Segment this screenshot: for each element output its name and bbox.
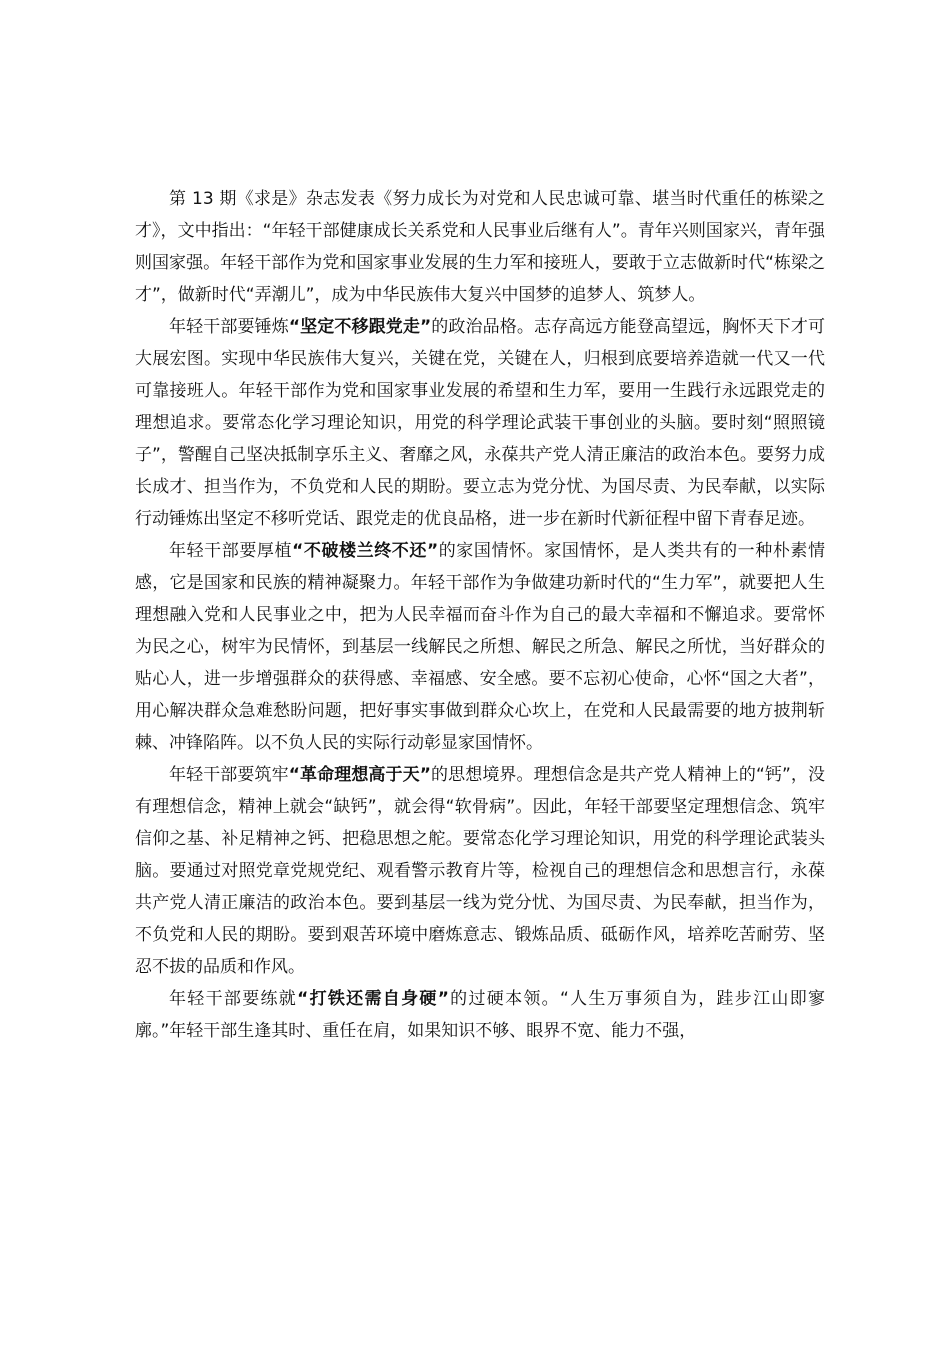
article-body xyxy=(135,183,825,1047)
paragraph-skills xyxy=(135,983,825,1047)
paragraph-text: 第 13 期《求是》杂志发表《努力成长为对党和人民忠诚可靠、堪当时代重任的栋梁之才》，文中指出：“年轻干部健康成长关系党和人民事业后继有人”。青年兴则国家兴，青年强则国家强。年轻干部作为党和国家事业发展的生力军和接班人，要敢于立志做新时代“栋梁之才”，做新时代“弄潮儿”，成为中华民族伟大复兴中国梦的追梦人、筑梦人。 xyxy=(135,189,825,305)
paragraph-intro xyxy=(135,183,825,311)
paragraph-lead: 年轻干部要锤炼 xyxy=(169,317,289,337)
paragraph-lead: 年轻干部要厚植 xyxy=(169,541,293,561)
paragraph-highlight: “革命理想高于天” xyxy=(288,765,431,785)
paragraph-text: 的过硬本领。“人生万事须自为，跬步江山即寥廓。”年轻干部生逢其时、重任在肩，如果知识不够、眼界不宽、能力不强， xyxy=(135,989,825,1041)
paragraph-ideals xyxy=(135,759,825,983)
paragraph-lead: 年轻干部要练就 xyxy=(169,989,298,1009)
paragraph-political-quality xyxy=(135,311,825,535)
paragraph-text: 的政治品格。志存高远方能登高望远，胸怀天下才可大展宏图。实现中华民族伟大复兴，关键在党，关键在人，归根到底要培养造就一代又一代可靠接班人。年轻干部作为党和国家事业发展的希望和生力军，要用一生践行永远跟党走的理想追求。要常态化学习理论知识，用党的科学理论武装干事创业的头脑。要时刻“照照镜子”，警醒自己坚决抵制享乐主义、奢靡之风，永葆共产党人清正廉洁的政治本色。要努力成长成才、担当作为，不负党和人民的期盼。要立志为党分忧、为国尽责、为民奉献，以实际行动锤炼出坚定不移听党话、跟党走的优良品格，进一步在新时代新征程中留下青春足迹。 xyxy=(135,317,825,529)
paragraph-text: 的思想境界。理想信念是共产党人精神上的“钙”，没有理想信念，精神上就会“缺钙”，就会得“软骨病”。因此，年轻干部要坚定理想信念、筑牢信仰之基、补足精神之钙、把稳思想之舵。要常态化学习理论知识，用党的科学理论武装头脑。要通过对照党章党规党纪、观看警示教育片等，检视自己的理想信念和思想言行，永葆共产党人清正廉洁的政治本色。要到基层一线为党分忧、为国尽责、为民奉献，担当作为，不负党和人民的期盼。要到艰苦环境中磨炼意志、锻炼品质、砥砺作风，培养吃苦耐劳、坚忍不拔的品质和作风。 xyxy=(135,765,825,977)
paragraph-highlight: “打铁还需自身硬” xyxy=(297,989,449,1009)
paragraph-text: 的家国情怀。家国情怀，是人类共有的一种朴素情感，它是国家和民族的精神凝聚力。年轻干部作为争做建功新时代的“生力军”，就要把人生理想融入党和人民事业之中，把为人民幸福而奋斗作为自己的最大幸福和不懈追求。要常怀为民之心，树牢为民情怀，到基层一线解民之所想、解民之所急、解民之所忧，当好群众的贴心人，进一步增强群众的获得感、幸福感、安全感。要不忘初心使命，心怀“国之大者”，用心解决群众急难愁盼问题，把好事实事做到群众心坎上，在党和人民最需要的地方披荆斩棘、冲锋陷阵。以不负人民的实际行动彰显家国情怀。 xyxy=(135,541,826,753)
paragraph-patriotism xyxy=(135,535,825,759)
paragraph-highlight: “坚定不移跟党走” xyxy=(288,317,432,337)
paragraph-highlight: “不破楼兰终不还” xyxy=(292,541,439,561)
paragraph-lead: 年轻干部要筑牢 xyxy=(169,765,289,785)
